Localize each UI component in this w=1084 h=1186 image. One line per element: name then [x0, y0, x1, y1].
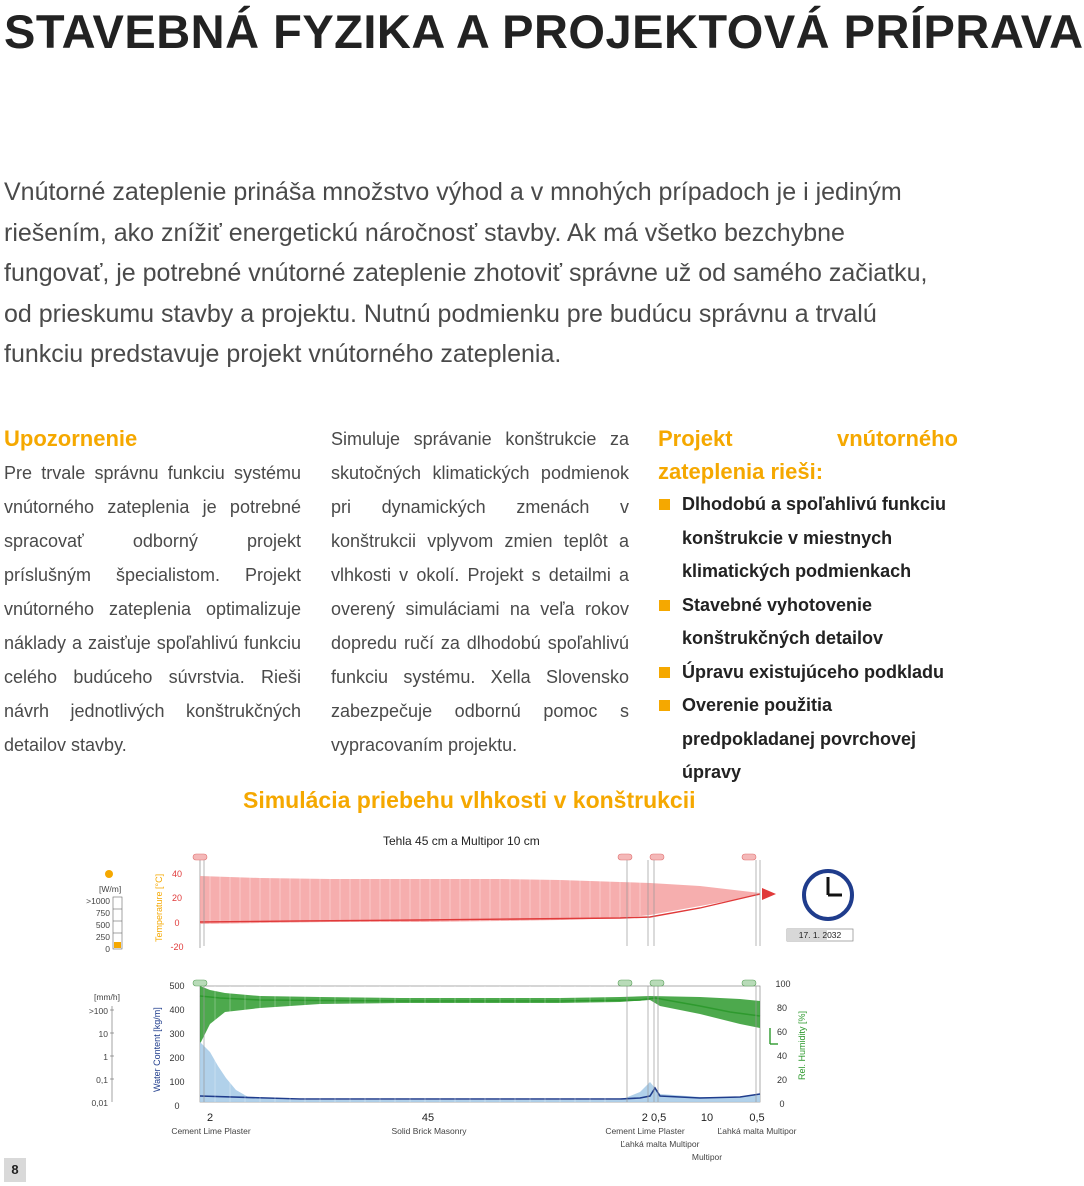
layer-thickness: 0,5: [749, 1112, 765, 1124]
water-tick: 200: [169, 1053, 185, 1063]
layer-thickness: 45: [421, 1112, 435, 1124]
humidity-tick: 100: [775, 979, 791, 989]
water-tick: 400: [169, 1005, 185, 1015]
list-item: [658, 488, 958, 589]
list-item-text: Úpravu existujúceho podkladu: [682, 661, 945, 682]
humidity-axis-label: Rel. Humidity [%]: [797, 1010, 807, 1080]
water-tick: 0: [174, 1101, 180, 1111]
list-item: [658, 656, 958, 690]
layer-name: Multipor: [691, 1152, 723, 1162]
date-label: 17. 1. 2032: [798, 930, 842, 940]
intro-paragraph: Vnútorné zateplenie prináša množstvo výhod a v mnohých prípadoch je i jediným riešením, ako znížiť energetickú náročnosť stavby. Ak má všetko bezchybne fungovať, je potrebné vnútorné zateplenie zhotoviť správne už od samého začiatku, od prieskumu stavby a projektu. Nutnú podmienku pre budúcu správnu a trvalú funkciu predstavuje projekt vnútorného zateplenia.: [4, 178, 928, 368]
page-number: 8: [4, 1158, 26, 1182]
chart-title: Tehla 45 cm a Multipor 10 cm: [383, 834, 540, 848]
bullet-square-icon: [659, 667, 670, 678]
water-line: [200, 1088, 760, 1099]
temp-tick: 40: [171, 869, 183, 879]
layer-name: Ľahká malta Multipor: [620, 1139, 700, 1149]
simulation-title: Simulácia priebehu vlhkosti v konštrukcii: [243, 787, 696, 813]
flux-tick: 1: [103, 1052, 108, 1062]
warning-heading: Upozornenie: [4, 426, 138, 451]
temp-tick: 0: [174, 918, 180, 928]
bullet-square-icon: [659, 499, 670, 510]
sun-icon: [105, 870, 113, 878]
list-item: [658, 589, 958, 656]
flux-unit-top: [W/m]: [99, 884, 122, 894]
flux-tick: 0,01: [91, 1098, 108, 1108]
moisture-markers: [193, 980, 756, 986]
bullet-square-icon: [659, 700, 670, 711]
layer-name: Cement Lime Plaster: [171, 1126, 251, 1136]
layer-thickness: 2: [206, 1112, 214, 1124]
list-item-text: Overenie použitia predpokladanej povrchovej úpravy: [682, 695, 917, 782]
warning-text: Pre trvale správnu funkciu systému vnútorného zateplenia je potrebné spracovať odborný projekt príslušným špecialistom. Projekt vnútorného zateplenia optimalizuje náklady a zaisťuje spoľahlivú funkciu celého budúceho súvrstvia. Rieši návrh jednotlivých konštrukčných detailov stavby.: [4, 463, 301, 755]
layer-thickness: 2 0,5: [641, 1112, 667, 1124]
humidity-tick: 20: [776, 1075, 788, 1085]
temp-marker-triangle: [762, 888, 776, 900]
water-tick: 100: [169, 1077, 185, 1087]
layer-thickness: 10: [700, 1112, 714, 1124]
flux-tick: 10: [98, 1029, 108, 1039]
temp-tick: -20: [170, 942, 184, 952]
water-range-band: [200, 1042, 760, 1102]
clock-icon: [804, 871, 852, 919]
bullet-square-icon: [659, 600, 670, 611]
project-heading: Projekt vnútorného zateplenia rieši:: [658, 426, 958, 484]
flux-scale-bottom: [110, 1006, 114, 1102]
list-item: [658, 689, 958, 790]
column-warning: [4, 422, 301, 762]
water-tick: 300: [169, 1029, 185, 1039]
page-title: STAVEBNÁ FYZIKA A PROJEKTOVÁ PRÍPRAVA: [4, 5, 1084, 58]
flux-scale-top: [113, 897, 122, 949]
humidity-range-band: [200, 986, 760, 1044]
moisture-simulation-chart: [0, 846, 960, 1186]
flux-unit-bottom: [mm/h]: [94, 992, 120, 1002]
flux-tick: 0,1: [96, 1075, 108, 1085]
temp-tick: 20: [171, 893, 183, 903]
project-list: [658, 488, 958, 790]
column-project: [658, 422, 958, 790]
list-item-text: Dlhodobú a spoľahlivú funkciu konštrukcie v miestnych klimatických podmienkach: [682, 494, 946, 581]
column-simulation-text: [331, 422, 629, 762]
humidity-tick: 40: [776, 1051, 788, 1061]
flux-tick: >100: [88, 1006, 108, 1016]
flux-tick: 0: [105, 944, 110, 954]
simulation-text: Simuluje správanie konštrukcie za skutočných klimatických podmienok pri dynamických zmenách v konštrukcii vplyvom zmien teplôt a vlhkosti v okolí. Projekt s detailmi a overený simuláciami na veľa rokov dopredu ručí za dlhodobú spoľahlivú funkciu systému. Xella Slovensko zabezpečuje odbornú pomoc s vypracovaním projektu.: [331, 429, 629, 755]
humidity-tick: 80: [776, 1003, 788, 1013]
flux-level-top: [114, 942, 121, 948]
layer-name: Solid Brick Masonry: [391, 1126, 467, 1136]
list-item-text: Stavebné vyhotovenie konštrukčných detailov: [682, 594, 884, 648]
flux-tick: 750: [95, 908, 110, 918]
humidity-tick: 60: [776, 1027, 788, 1037]
water-tick: 500: [169, 981, 185, 991]
water-content-axis-label: Water Content [kg/m]: [152, 1007, 162, 1092]
layer-name: Cement Lime Plaster: [605, 1126, 685, 1136]
flux-tick: 250: [95, 932, 110, 942]
layer-name: Ľahká malta Multipor: [717, 1126, 797, 1136]
flux-tick: >1000: [86, 896, 110, 906]
humidity-tick: 0: [779, 1099, 785, 1109]
flux-tick: 500: [95, 920, 110, 930]
temp-markers: [193, 854, 756, 860]
temperature-axis-label: Temperature [°C]: [154, 873, 164, 942]
